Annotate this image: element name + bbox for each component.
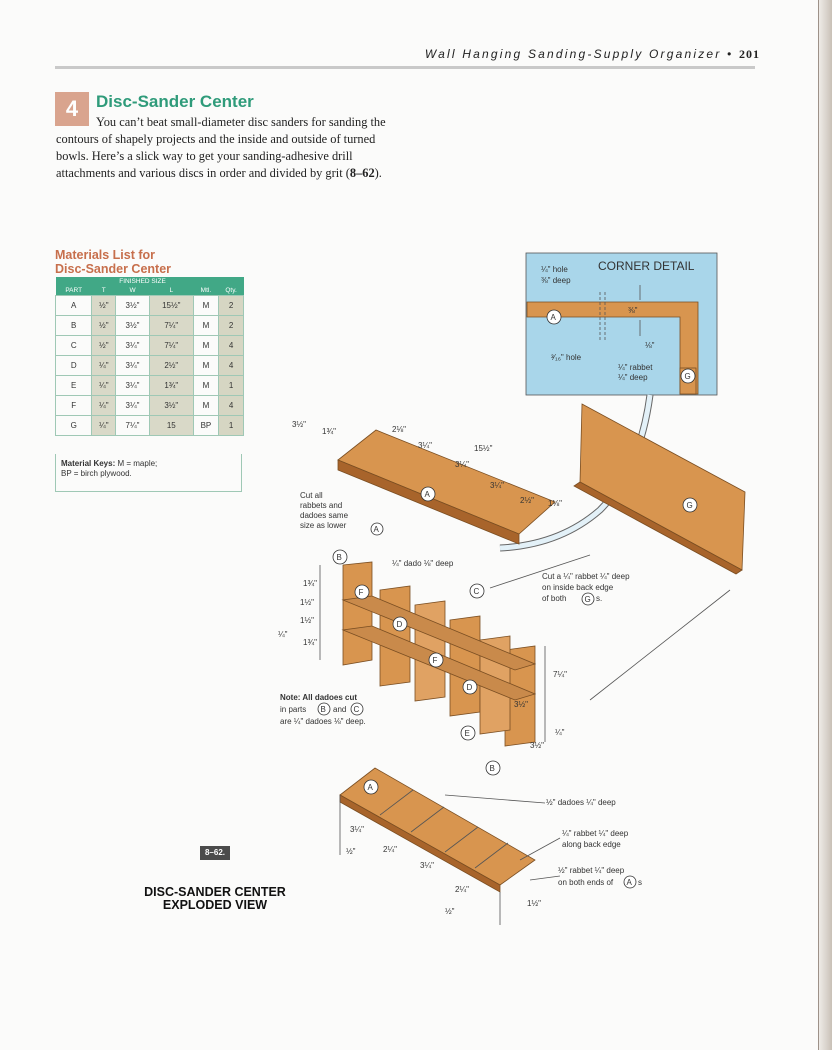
dimension-label: 3¼" [420,861,434,870]
part-label: A [367,783,373,792]
back-panel-g [580,404,745,570]
dadoes-note: ½" dadoes ¼" deep [546,798,616,807]
table-cell: F [56,396,92,416]
leader-line [530,876,560,880]
materials-title-line2: Disc-Sander Center [55,262,172,276]
cut-all-note: size as lower [300,521,347,530]
dimension-label: 1¾" [303,579,317,588]
dimension-label: ¼" [278,630,288,639]
note-text: and [333,705,347,714]
dimension-label: 15½" [474,444,493,453]
detail-small-hole: ³⁄₁₆" hole [551,353,582,362]
rabbet-note: s. [596,594,603,603]
dimension-label: 1⅛" [548,499,562,508]
dimension-label: 2¼" [383,845,397,854]
detail-dim-side: ⅛" [645,341,655,350]
part-label: A [424,490,430,499]
part-label: D [396,620,403,629]
table-cell: M [193,396,218,416]
table-cell: 4 [219,336,244,356]
column-header: T [92,286,116,296]
part-label: F [358,588,364,597]
dimension-label: 3½" [514,700,528,709]
rabbet-note: Cut a ¼" rabbet ¼" deep [542,572,630,581]
rabbet-note: of both [542,594,567,603]
column-header: Qty. [219,286,244,296]
table-cell: ¼" [92,356,116,376]
table-cell: M [193,336,218,356]
table-cell: 1 [219,376,244,396]
caption-line1: DISC-SANDER CENTER [144,885,286,899]
table-cell: 3¼" [116,396,150,416]
intro-text: You can’t beat small-diameter disc sanders for sanding the contours of shapely projects and the inside and outside of turned bowls. Here’s a slick way to get your sanding-adhesive drill attachments and various discs in order and divided by grit ( [56,115,386,180]
part-label: B [336,553,342,562]
table-cell: D [56,356,92,376]
part-label: B [489,764,495,773]
table-cell: ½" [92,296,116,316]
table-cell: E [56,376,92,396]
table-cell: 15½" [149,296,193,316]
leader-line [445,795,545,803]
part-label: G [686,501,693,510]
dimension-label: 3½" [530,741,544,750]
header-title: Wall Hanging Sanding-Supply Organizer [424,47,722,61]
page-number: 201 [739,47,760,61]
table-cell: ½" [92,316,116,336]
rabbet-back-note: ¼" rabbet ¼" deep [562,829,629,838]
keys-label: Material Keys: [61,459,116,468]
dimension-label: 3½" [292,420,306,429]
table-cell: M [193,356,218,376]
table-cell: C [56,336,92,356]
dimension-label: 1½" [527,899,541,908]
dimension-label: ½" [346,847,356,856]
part-label: A [373,525,379,534]
table-cell: 3¼" [116,336,150,356]
dimension-label: 2⅛" [392,425,406,434]
table-cell: 3¼" [116,356,150,376]
table-cell: ¼" [92,416,116,436]
page-edge [818,0,832,1050]
table-cell: 3½" [116,296,150,316]
detail-hole-depth: ⅜" deep [541,276,571,285]
note-text: are ¼" dadoes ⅛" deep. [280,717,366,726]
rabbet-ends-note: s [638,878,642,887]
detail-dim-top: ⅜" [628,306,638,315]
intro-end: ). [374,166,382,180]
table-cell: 3½" [149,396,193,416]
part-label: C [473,587,480,596]
header-bullet: • [727,47,734,61]
table-cell: 2 [219,296,244,316]
detail-rabbet: ¼" rabbet [618,363,653,372]
table-cell: BP [193,416,218,436]
keys-line1: M = maple; [115,459,158,468]
column-header: PART [56,286,92,296]
rabbet-ends-note: ½" rabbet ¼" deep [558,866,625,875]
rabbet-back-note: along back edge [562,840,621,849]
table-cell: 7¼" [149,336,193,356]
dimension-label: 1¾" [303,638,317,647]
leader-line [520,838,560,860]
table-cell: 2 [219,316,244,336]
part-label: A [626,878,632,887]
materials-title-line1: Materials List for [55,248,156,262]
step-number-badge: 4 [55,92,89,126]
table-cell: 4 [219,356,244,376]
column-header: W [116,286,150,296]
table-cell: G [56,416,92,436]
table-cell: 1 [219,416,244,436]
finished-size-header: FINISHED SIZE [92,277,193,286]
table-cell: M [193,316,218,336]
part-label: D [466,683,473,692]
column-header: L [149,286,193,296]
figure-reference: 8–62 [349,166,375,180]
dimension-label: 1½" [300,598,314,607]
dimension-label: 1¾" [322,427,336,436]
table-cell: 3½" [116,316,150,336]
table-cell: ½" [92,336,116,356]
dimension-label: 1½" [300,616,314,625]
part-label: G [684,372,691,381]
dimension-label: 3¼" [455,460,469,469]
table-cell: A [56,296,92,316]
corner-detail-title: CORNER DETAIL [598,259,695,273]
page-edge-line [818,0,819,1050]
dimension-label: ½" [445,907,455,916]
table-cell: 7¼" [149,316,193,336]
table-cell: B [56,316,92,336]
part-label: F [432,656,438,665]
part-label: G [584,595,591,604]
table-cell: 1¾" [149,376,193,396]
table-cell: 3¼" [116,376,150,396]
dimension-label: 3¼" [418,441,432,450]
dimension-label: 2¼" [455,885,469,894]
table-cell: M [193,296,218,316]
leader-line [590,590,730,700]
section-title: Disc-Sander Center [96,92,254,111]
dimension-label: 2½" [520,496,534,505]
dado-note: ¼" dado ⅛" deep [392,559,454,568]
table-cell: ¼" [92,376,116,396]
table-cell: M [193,376,218,396]
cut-all-note: Cut all [300,491,323,500]
table-cell: 7¼" [116,416,150,436]
table-cell: ¼" [92,396,116,416]
part-label: E [464,729,470,738]
caption-line2: EXPLODED VIEW [162,898,268,912]
rabbet-note: on inside back edge [542,583,614,592]
side-panel-b [343,562,372,665]
detail-rabbet-depth: ¼" deep [618,373,648,382]
keys-line2: BP = birch plywood. [61,469,132,478]
detail-hole-label: ¼" hole [541,265,568,274]
dimension-label: ¼" [555,728,565,737]
figure-number: 8–62. [200,846,230,860]
dimension-label: 3¼" [490,481,504,490]
cut-all-note: dadoes same [300,511,349,520]
table-cell: 2½" [149,356,193,376]
dimension-label: 7¼" [553,670,567,679]
rabbet-ends-note: on both ends of [558,878,614,887]
cut-all-note: rabbets and [300,501,343,510]
dimension-label: 3¼" [350,825,364,834]
note-text: in parts [280,705,307,714]
column-header: Mtl. [193,286,218,296]
note-label: Note: All dadoes cut [280,693,358,702]
part-label: A [550,313,556,322]
table-cell: 4 [219,396,244,416]
part-label: C [353,705,360,714]
part-label: B [320,705,326,714]
table-cell: 15 [149,416,193,436]
